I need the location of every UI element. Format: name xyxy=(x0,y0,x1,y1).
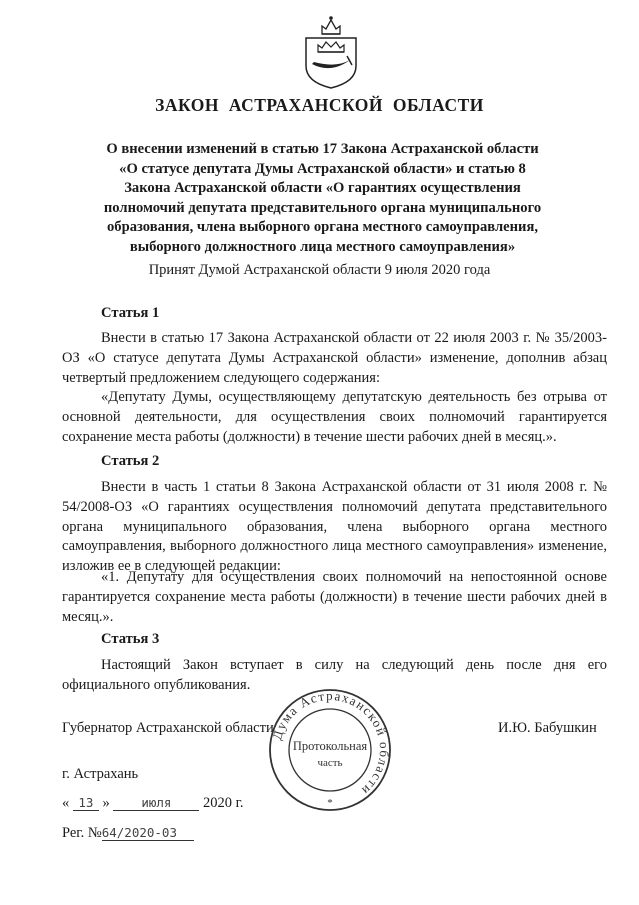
law-subtitle xyxy=(60,140,585,257)
registration-value: 64/2020-03 xyxy=(102,825,194,841)
date-day: 13 xyxy=(73,795,99,811)
article-2-paragraph-1: Внести в часть 1 статьи 8 Закона Астраханской области от 31 июля 2008 г. № 54/2008-ОЗ «О гарантиях осуществления полномочий депутата представительного органа муниципального образования, члена выборного органа местного самоуправления, выборного должностного лица местного самоуправления» изменение, изложив ее в следующей редакции: xyxy=(62,479,607,575)
law-title: ЗАКОН АСТРАХАНСКОЙ ОБЛАСТИ xyxy=(155,95,484,115)
stamp-star: * xyxy=(327,797,333,809)
coat-of-arms-icon xyxy=(300,12,362,90)
subtitle-line: полномочий депутата представительного органа муниципального xyxy=(103,199,542,216)
city: г. Астрахань xyxy=(62,766,139,782)
article-1-paragraph-1: Внести в статью 17 Закона Астраханской области от 22 июля 2003 г. № 35/2003-ОЗ «О статусе депутата Думы Астраханской области» изменение, дополнив абзац четвертый предложением следующего содержания: xyxy=(62,330,607,386)
subtitle-line: «О статусе депутата Думы Астраханской области» и статью 8 xyxy=(119,160,526,177)
date-open-quote: « xyxy=(62,795,70,811)
stamp-ring-text: Дума Астраханской области xyxy=(269,687,393,800)
subtitle-line: Закона Астраханской области «О гарантиях осуществления xyxy=(124,180,521,196)
stamp-center-line1: Протокольная xyxy=(292,739,368,753)
article-1-paragraph-2: «Депутату Думы, осуществляющему депутатскую деятельность без отрыва от основной деятельности, для осуществления своих полномочий гарантируется сохранение места работы (должности) в течение шести рабочих дней в месяц.». xyxy=(62,389,607,445)
adoption-statement: Принят Думой Астраханской области 9 июля 2020 года xyxy=(148,262,491,278)
subtitle-line: выборного должностного лица местного самоуправления» xyxy=(129,238,516,255)
date-close-quote: » xyxy=(102,795,110,811)
subtitle-line: образования, члена выборного органа местного самоуправления, xyxy=(107,219,538,235)
article-2-heading: Статья 2 xyxy=(101,453,160,469)
stamp-center-line2: часть xyxy=(317,757,343,769)
duma-stamp xyxy=(266,686,394,814)
signatory-name: И.Ю. Бабушкин xyxy=(498,720,597,736)
registration-number xyxy=(62,825,194,842)
signatory-position: Губернатор Астраханской области xyxy=(62,720,274,736)
date-month: июля xyxy=(113,795,199,811)
subtitle-line: О внесении изменений в статью 17 Закона Астраханской области xyxy=(106,141,539,157)
article-1-heading: Статья 1 xyxy=(101,305,160,321)
article-3-heading: Статья 3 xyxy=(101,631,160,647)
date-year: 2020 г. xyxy=(203,795,244,811)
signing-date xyxy=(62,795,244,812)
article-3-paragraph-1: Настоящий Закон вступает в силу на следующий день после дня его официального опубликования. xyxy=(62,657,607,693)
registration-label: Рег. № xyxy=(62,825,102,841)
article-2-paragraph-2: «1. Депутату для осуществления своих полномочий на непостоянной основе гарантируется сохранение места работы (должности) в течение шести рабочих дней в месяц.». xyxy=(62,569,607,625)
